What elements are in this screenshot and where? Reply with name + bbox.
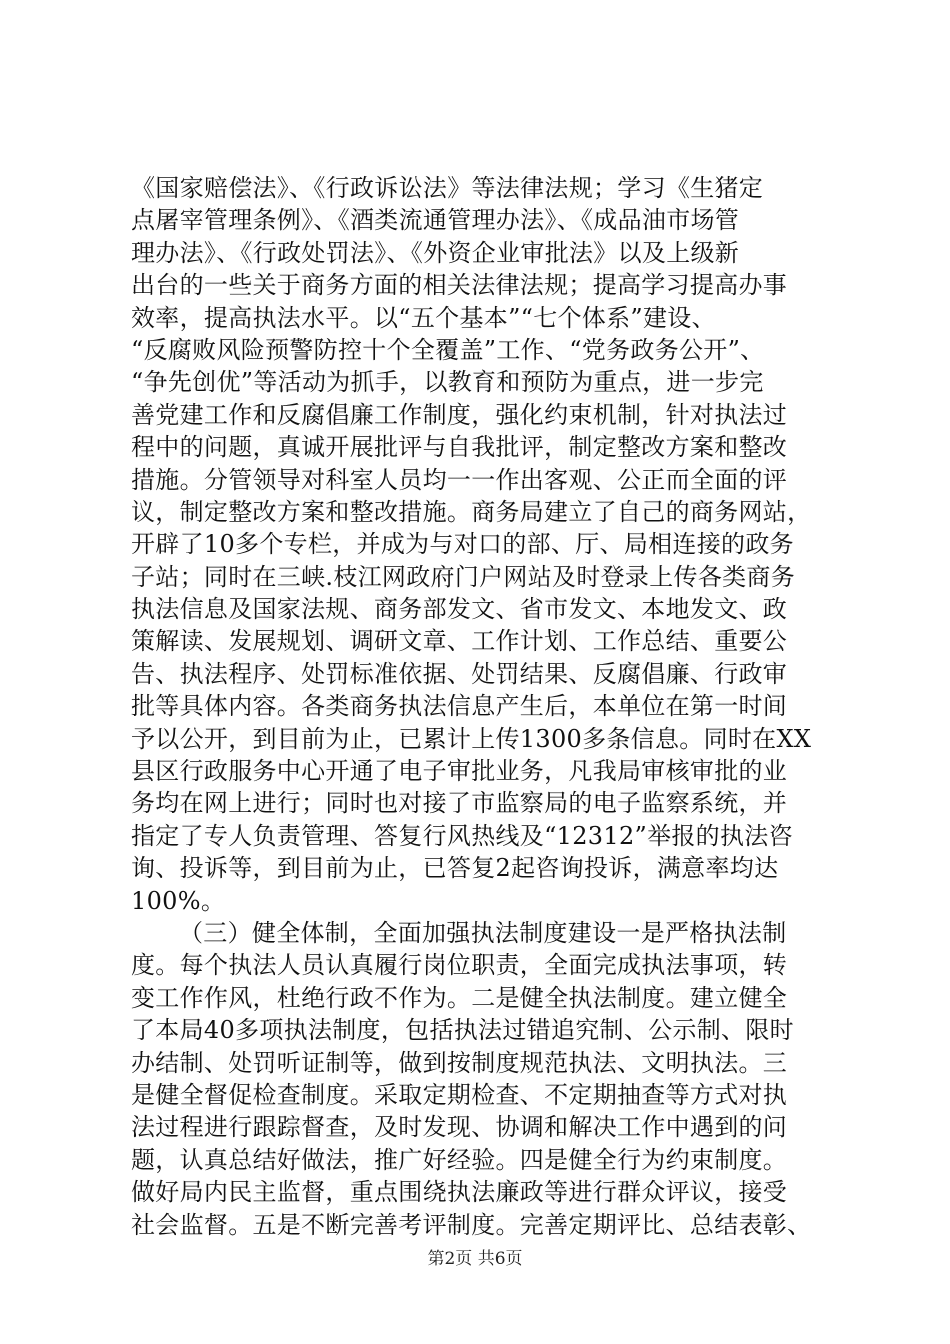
body-text [131,172,831,1241]
text-line: 予以公开，到目前为止，已累计上传1300多条信息。同时在XX [131,724,812,753]
text-line: “反腐败风险预警防控十个全覆盖”工作、“党务政务公开”、 [131,335,765,364]
text-line: “争先创优”等活动为抓手，以教育和预防为重点，进一步完 [131,368,764,397]
text-line: 子站；同时在三峡.枝江网政府门户网站及时登录上传各类商务 [131,562,796,591]
text-line: 效率，提高执法水平。以“五个基本”“七个体系”建设、 [131,303,716,332]
text-line: 点屠宰管理条例》、《酒类流通管理办法》、《成品油市场管 [131,206,740,235]
page-number-footer: 第2页 共6页 [427,1249,523,1269]
text-line: 了本局40多项执法制度，包括执法过错追究制、公示制、限时 [131,1016,794,1045]
text-line: 社会监督。五是不断完善考评制度。完善定期评比、总结表彰、 [131,1210,812,1239]
text-line: 出台的一些关于商务方面的相关法律法规；提高学习提高办事 [131,271,788,300]
text-line: 办结制、处罚听证制等，做到按制度规范执法、文明执法。三 [131,1048,788,1077]
text-line: 批等具体内容。各类商务执法信息产生后，本单位在第一时间 [131,692,788,721]
text-line: 县区行政服务中心开通了电子审批业务，凡我局审核审批的业 [131,757,788,786]
text-line: 法过程进行跟踪督查，及时发现、协调和解决工作中遇到的问 [131,1113,788,1142]
text-line: 题，认真总结好做法，推广好经验。四是健全行为约束制度。 [131,1145,788,1174]
text-line: 议，制定整改方案和整改措施。商务局建立了自己的商务网站， [131,497,812,526]
text-line: 措施。分管领导对科室人员均一一作出客观、公正而全面的评 [131,465,788,494]
text-line: 务均在网上进行；同时也对接了市监察局的电子监察系统，并 [131,789,788,818]
text-line: 是健全督促检查制度。采取定期检查、不定期抽查等方式对执 [131,1080,788,1109]
text-line: 《国家赔偿法》、《行政诉讼法》等法律法规；学习《生猪定 [131,174,764,202]
text-line: 变工作作风，杜绝行政不作为。二是健全执法制度。建立健全 [131,983,788,1012]
text-line: 指定了专人负责管理、答复行风热线及“12312”举报的执法咨 [131,821,793,850]
text-line: 100%。 [131,886,226,915]
text-line: 度。每个执法人员认真履行岗位职责，全面完成执法事项，转 [131,951,788,980]
text-line: 程中的问题，真诚开展批评与自我批评，制定整改方案和整改 [131,433,788,462]
section-heading-line: （三）健全体制，全面加强执法制度建设一是严格执法制 [179,918,787,947]
text-line: 理办法》、《行政处罚法》、《外资企业审批法》以及上级新 [131,238,740,267]
text-line: 善党建工作和反腐倡廉工作制度，强化约束机制，针对执法过 [131,400,788,429]
text-line: 策解读、发展规划、调研文章、工作计划、工作总结、重要公 [131,627,788,656]
text-line: 开辟了10多个专栏，并成为与对口的部、厅、局相连接的政务 [131,530,794,559]
text-line: 做好局内民主监督，重点围绕执法廉政等进行群众评议，接受 [131,1178,788,1207]
text-line: 询、投诉等，到目前为止，已答复2起咨询投诉，满意率均达 [131,854,779,883]
text-line: 告、执法程序、处罚标准依据、处罚结果、反腐倡廉、行政审 [131,659,788,688]
text-line: 执法信息及国家法规、商务部发文、省市发文、本地发文、政 [131,595,788,624]
